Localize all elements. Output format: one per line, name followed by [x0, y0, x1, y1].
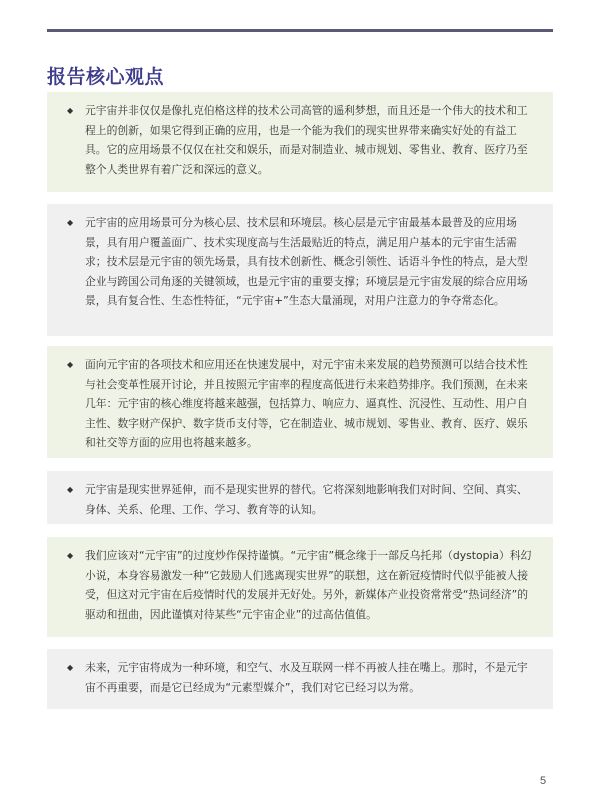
key-point-2: [47, 204, 553, 336]
key-point-3: [47, 346, 553, 458]
diamond-bullet-icon: ◆: [67, 218, 74, 227]
page-title: 报告核心观点: [47, 66, 165, 88]
key-point-6: [47, 649, 553, 709]
diamond-bullet-icon: ◆: [67, 485, 74, 494]
key-point-text: 面向元宇宙的各项技术和应用还在快速发展中，对元宇宙未来发展的趋势预测可以结合技术性与社会变革性展开讨论，并且按照元宇宙率的程度高低进行未来趋势排序。我们预测，在未来几年：元宇宙的核心维度将越来越强，包括算力、响应力、逼真性、沉浸性、互动性、用户自主性、数字财产保护、数字货币支付等，它在制造业、城市规划、零售业、教育、医疗、娱乐和社交等方面的应用也将越来越多。: [85, 358, 528, 449]
header-rule: [47, 29, 553, 32]
key-point-1: [47, 92, 553, 192]
diamond-bullet-icon: ◆: [67, 360, 74, 369]
page-number: 5: [540, 775, 547, 787]
diamond-bullet-icon: ◆: [67, 551, 74, 560]
key-point-text: 元宇宙的应用场景可分为核心层、技术层和环境层。核心层是元宇宙最基本最普及的应用场景，具有用户覆盖面广、技术实现度高与生活最贴近的特点，满足用户基本的元宇宙生活需求；技术层是元宇宙的领先场景，具有技术创新性、概念引领性、话语斗争性的特点，是大型企业与跨国公司角逐的关键领域，也是元宇宙的重要支撑；环境层是元宇宙发展的综合应用场景，具有复合性、生态性特征，“元宇宙+”生态大量涌现，对用户注意力的争夺常态化。: [85, 216, 528, 307]
key-point-5: [47, 537, 553, 637]
key-point-text: 元宇宙并非仅仅是像扎克伯格这样的技术公司高管的遥利梦想，而且还是一个伟大的技术和工程上的创新，如果它得到正确的应用，也是一个能为我们的现实世界带来确实好处的有益工具。它的应用场景不仅仅在社交和娱乐，而是对制造业、城市规划、零售业、教育、医疗乃至整个人类世界有着广泛和深远的意义。: [85, 104, 528, 176]
diamond-bullet-icon: ◆: [67, 106, 74, 115]
key-point-text: 未来，元宇宙将成为一种环境，和空气、水及互联网一样不再被人挂在嘴上。那时，不是元宇宙不再重要，而是它已经成为“元素型媒介”，我们对它已经习以为常。: [85, 661, 528, 694]
key-point-text: 我们应该对“元宇宙”的过度炒作保持谨慎。“元宇宙”概念缘于一部反乌托邦（dystopia）科幻小说，本身容易激发一种“它鼓励人们逃离现实世界”的联想，这在新冠疫情时代似乎能被人接受，但这对元宇宙在后疫情时代的发展并无好处。另外，新媒体产业投资常常受“热词经济”的驱动和扭曲，因此谨慎对待某些“元宇宙企业”的过高估值值。: [85, 549, 532, 621]
key-point-4: [47, 471, 553, 524]
key-point-text: 元宇宙是现实世界延伸，而不是现实世界的替代。它将深刻地影响我们对时间、空间、真实、身体、关系、伦理、工作、学习、教育等的认知。: [85, 483, 528, 516]
diamond-bullet-icon: ◆: [67, 663, 74, 672]
